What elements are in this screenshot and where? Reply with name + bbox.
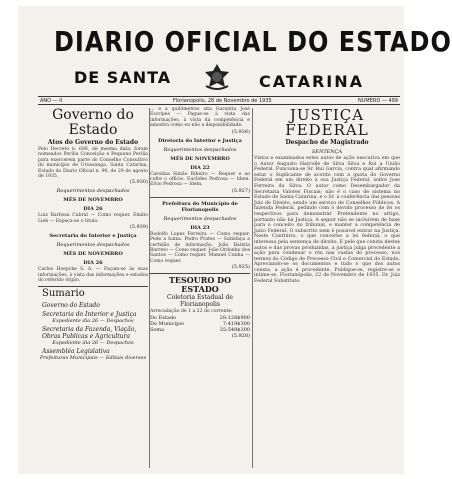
entry-number: (5.927) — [231, 187, 250, 194]
sumario-item: Assembléa Legislativa — [42, 348, 110, 356]
column-governo — [38, 106, 148, 471]
masthead-state-right: CATARINA — [259, 72, 364, 91]
month-heading: MÊS DE NOVEMBRO — [170, 155, 230, 162]
tesouro-row-value: 28:128$900 — [219, 314, 250, 321]
tesouro-row-label: Do Estado — [150, 314, 177, 321]
masthead-title: DIARIO OFICIAL DO ESTADO — [54, 25, 452, 59]
sumario-item-detail: Expediente dia 26 — Despachos — [52, 340, 134, 347]
entry-number: (5.928) — [231, 332, 250, 339]
requests-heading: Requerimentos despachados — [56, 242, 130, 249]
entry-number: (5.939) — [129, 224, 148, 231]
tesouro-title: TESOURO DO ESTADO — [168, 275, 232, 295]
entry-number: (5.930) — [129, 179, 148, 186]
requests-heading: Requerimentos despachados — [163, 146, 237, 153]
day-heading: DIA 23 — [190, 224, 210, 231]
sumario-item: Secretaria da Fazenda, Viação, Obras Publicas e Agricultura — [42, 326, 137, 341]
section-subtitle: Atos do Governo do Estado — [47, 139, 139, 146]
day-text: Carolina Simão Ribeiro — Requer e ao cofre o officio. Euclides Pedrosa — Idem. Elvio Pedrosa — Idem. — [150, 171, 250, 188]
masthead-state — [74, 68, 364, 90]
tesouro-row-value: 35:548$200 — [219, 326, 250, 333]
issue-number: NUMERO — 499 — [357, 98, 398, 104]
tesouro-box — [150, 273, 250, 338]
secretaria-heading: Secretaria do Interior e Justiça — [49, 233, 137, 240]
sumario-box — [38, 286, 148, 361]
secretaria-heading: Diretoria do Interior e Justiça — [158, 137, 242, 144]
day-text: Carlos Hoepcke S. A. — Façam-se às suas informações, à vista das informações e estudos do referido órgão. — [38, 267, 148, 284]
sumario-item: Secretaria do Interior e Justiça — [42, 311, 137, 319]
issue-year: ANO — II — [40, 98, 63, 104]
column-despachos — [150, 106, 250, 471]
prefeitura-heading: Prefeitura do Município de Florianopolis — [162, 200, 238, 213]
entry-number: (5.936) — [231, 128, 250, 135]
sumario-item-detail: Expediente dia 26 — Despachos — [52, 318, 134, 325]
tesouro-row-value: 7:419$300 — [222, 320, 250, 327]
sentence-heading: SENTENÇA — [311, 149, 343, 155]
divider — [150, 197, 250, 198]
continued-text: ... e a quilômetros sita Garantiu José Escripes — Pague-se à vista das informações, à vista da competência e amostra como eu não a disponibilidade. — [150, 107, 250, 129]
issue-metabar — [38, 96, 400, 105]
day-text: Luiz Barbosa Cabral — Como requer. Emilio Lieb — Expeça-se o título. — [38, 213, 148, 224]
column-justica — [254, 106, 400, 471]
sumario-item: Governo do Estado — [42, 302, 100, 310]
column-divider — [252, 108, 253, 468]
entry-number: (5.925) — [231, 264, 250, 271]
decree-text: Pelo Decreto n. 606, de mesma data, foram nomeados Perilia Conceição e Pequano Perilia para exercerem parte do Conselho Consultivo do município de Urussanga, Santa Catarina, Estado do Diario Oficial n. 90, de 29 de agosto de 1935. — [38, 147, 148, 180]
day-heading: DIA 22 — [190, 164, 210, 171]
tesouro-subtitle: Coletoria Estadual de Florianopolis — [167, 294, 233, 309]
day-text: Rodolfo Lopes Ferreira — Como requer. Pede a baixa. Pedro Prates — Satisfaça a certidão de informação. João Batista Barreto — Como requer. João Ordonho dos Santos — Como requer. Manuel Cunha — Como requer. — [150, 231, 250, 264]
day-heading: DIA 26 — [83, 206, 103, 213]
tesouro-text: Arrecadação de 1 a 22 do corrente: — [150, 309, 233, 315]
tesouro-row-label: Do Município — [150, 320, 184, 327]
masthead-state-left: DE SANTA — [74, 68, 172, 87]
section-title: JUSTIÇA FEDERAL — [285, 106, 369, 139]
sumario-title: Sumario — [42, 288, 85, 300]
section-subtitle: Despacho de Magistrado — [285, 139, 369, 146]
requests-heading: Requerimentos despachados — [163, 215, 237, 222]
issue-date: Florianopolis, 28 de Novembro de 1935 — [173, 98, 272, 104]
sumario-item-detail: Prefeituras Municipais — Editais diversos — [39, 355, 147, 362]
month-heading: MÊS DE NOVEMBRO — [63, 197, 123, 204]
section-title: Governo do Estado — [52, 107, 134, 138]
coat-of-arms-icon — [202, 62, 232, 92]
month-heading: MÊS DE NOVEMBRO — [63, 251, 123, 258]
tesouro-row-label: Soma — [150, 326, 165, 333]
newspaper-page — [18, 6, 452, 474]
requests-heading: Requerimentos despachados — [56, 188, 130, 195]
sentence-body: Vistos e examinados estes autos de ação executiva em que o Autor Augusto Harrolle de Silva Silva e Rui a União Federal. Funciona-se Sr. Rui Garcia, contra qual afirmando estar o Suplicante de acordo com a quota do Governo Federal em um direito à sua Justiça Federal, sobre Jose Ferreira da Silva. O autor como Desembargador da Secretaria Valores Fiscais; não é o caso de sistema no Estado de Santa Catarina, e o Sr. a conferência das pessoas Juiz de Direito, sendo um serviço de Conselhos Públicos. A fazenda Federal, pedindo com o devido processo de lei os respectivos para demonstrar Pretendente no artigo, portanto não há Justiça. A seguir não se incluírem de base para o conceito do tribunal, e manter a competência de Juízo Federal. O subscrito nem é possível entrar na Justiça. Neste Contrário, o que concerne a lei federal, o que interessa pela sentença de direito. E pelo que consta destes autos e das provas produzidas, a justiça julga procedente a ação para condenar o réu nas custas do processo, nos termos do Código de Processo Civil e Comercial do Estado. Apreciando-se os documentos e tudo o que dos autos consta, a ação é procedente. Publique-se, registre-se e intime-se. Florianópolis, 22 de Novembro de 1935. Dr. Juiz Federal Substituto. — [254, 156, 400, 285]
day-heading: DIA 26 — [83, 260, 103, 267]
